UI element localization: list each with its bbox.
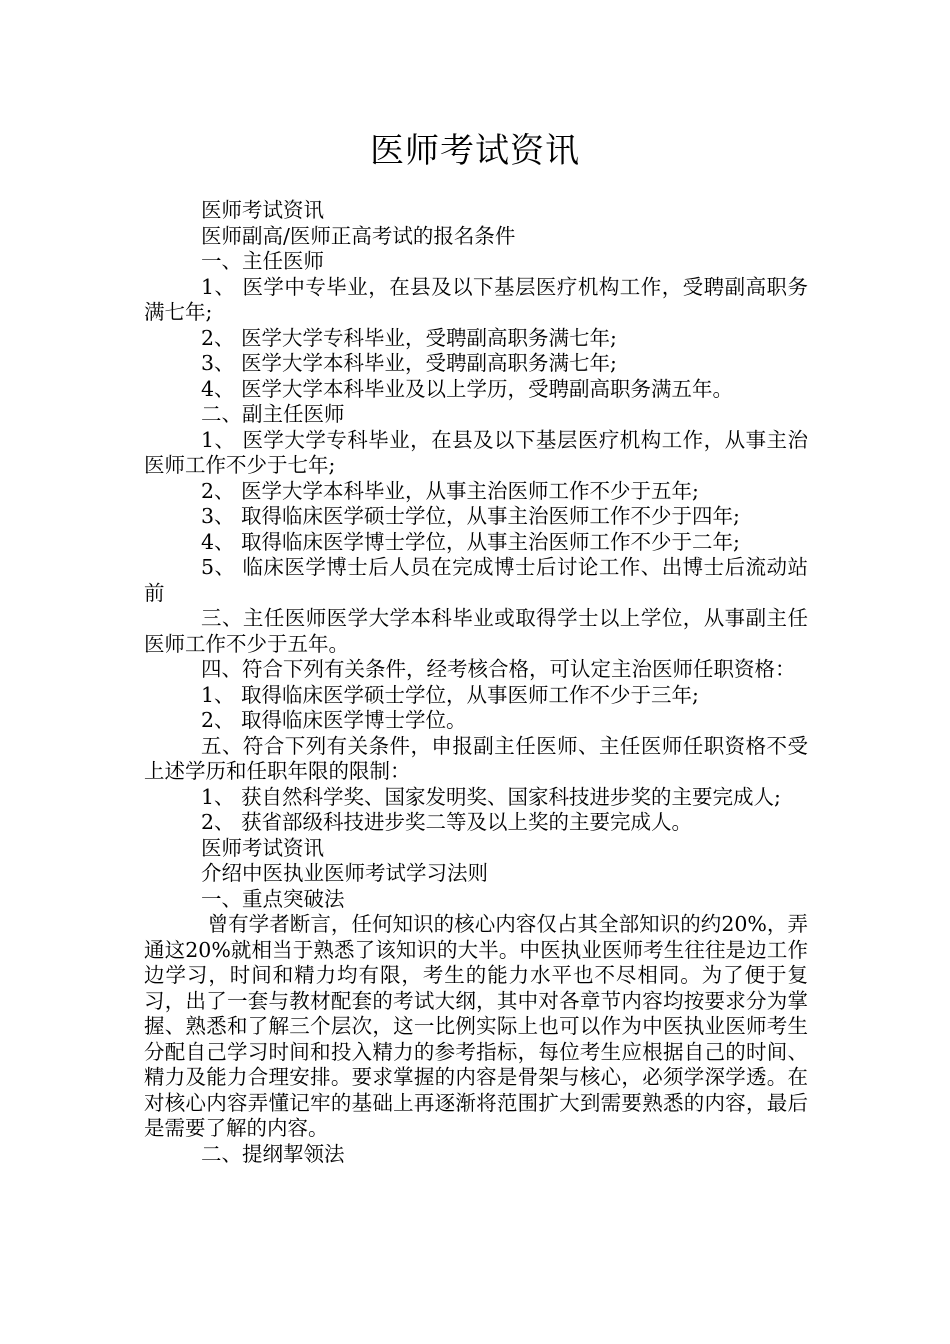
- document-title: 医师考试资讯: [370, 131, 580, 171]
- paragraph: 三、主任医师医学大学本科毕业或取得学士以上学位，从事副主任医师工作不少于五年。: [144, 606, 808, 656]
- paragraph: 4、 取得临床医学博士学位，从事主治医师工作不少于二年;: [201, 529, 740, 554]
- paragraph: 2、 医学大学本科毕业，从事主治医师工作不少于五年;: [201, 478, 699, 503]
- paragraph: 3、 取得临床医学硕士学位，从事主治医师工作不少于四年;: [201, 504, 740, 528]
- paragraph: 2、 取得临床医学博士学位。: [201, 708, 467, 732]
- paragraph: 1、 获自然科学奖、国家发明奖、国家科技进步奖的主要完成人;: [201, 784, 781, 809]
- paragraph: 二、副主任医师: [201, 402, 345, 426]
- paragraph: 2、 医学大学专科毕业，受聘副高职务满七年;: [201, 325, 617, 350]
- paragraph: 二、提纲挈领法: [201, 1141, 345, 1166]
- paragraph: 四、符合下列有关条件，经考核合格，可认定主治医师任职资格：: [201, 657, 796, 681]
- paragraph: 1、 医学大学专科毕业，在县及以下基层医疗机构工作，从事主治医师工作不少于七年;: [144, 427, 808, 477]
- paragraph: 1、 取得临床医学硕士学位，从事医师工作不少于三年;: [201, 682, 699, 707]
- paragraph: 2、 获省部级科技进步奖二等及以上奖的主要完成人。: [201, 810, 693, 834]
- paragraph: 医师考试资讯: [201, 835, 324, 860]
- paragraph: 5、 临床医学博士后人员在完成博士后讨论工作、出博士后流动站前: [144, 555, 808, 605]
- document-body: [144, 198, 808, 1167]
- paragraph: 1、 医学中专毕业，在县及以下基层医疗机构工作，受聘副高职务满七年;: [144, 274, 808, 324]
- paragraph: 曾有学者断言，任何知识的核心内容仅占其全部知识的约20%，弄通这20%就相当于熟悉了该知识的大半。中医执业医师考生往往是边工作边学习，时间和精力均有限，考生的能力水平也不尽相同。为了便于复习，出了一套与教材配套的考试大纲，其中对各章节内容均按要求分为掌握、熟悉和了解三个层次，这一比例实际上也可以作为中医执业医师考生分配自己学习时间和投入精力的参考指标，每位考生应根据自己的时间、精力及能力合理安排。要求掌握的内容是骨架与核心，必须学深学透。在对核心内容弄懂记牢的基础上再逐渐将范围扩大到需要熟悉的内容，最后是需要了解的内容。: [144, 912, 808, 1140]
- paragraph: 医师副高/医师正高考试的报名条件: [201, 223, 516, 248]
- paragraph: 五、符合下列有关条件，申报副主任医师、主任医师任职资格不受上述学历和任职年限的限制：: [144, 733, 808, 783]
- paragraph: 医师考试资讯: [201, 198, 324, 222]
- paragraph: 4、 医学大学本科毕业及以上学历，受聘副高职务满五年。: [201, 376, 734, 401]
- paragraph: 3、 医学大学本科毕业，受聘副高职务满七年;: [201, 351, 617, 375]
- paragraph: 介绍中医执业医师考试学习法则: [201, 861, 488, 885]
- paragraph: 一、重点突破法: [201, 886, 345, 911]
- paragraph: 一、主任医师: [201, 249, 324, 273]
